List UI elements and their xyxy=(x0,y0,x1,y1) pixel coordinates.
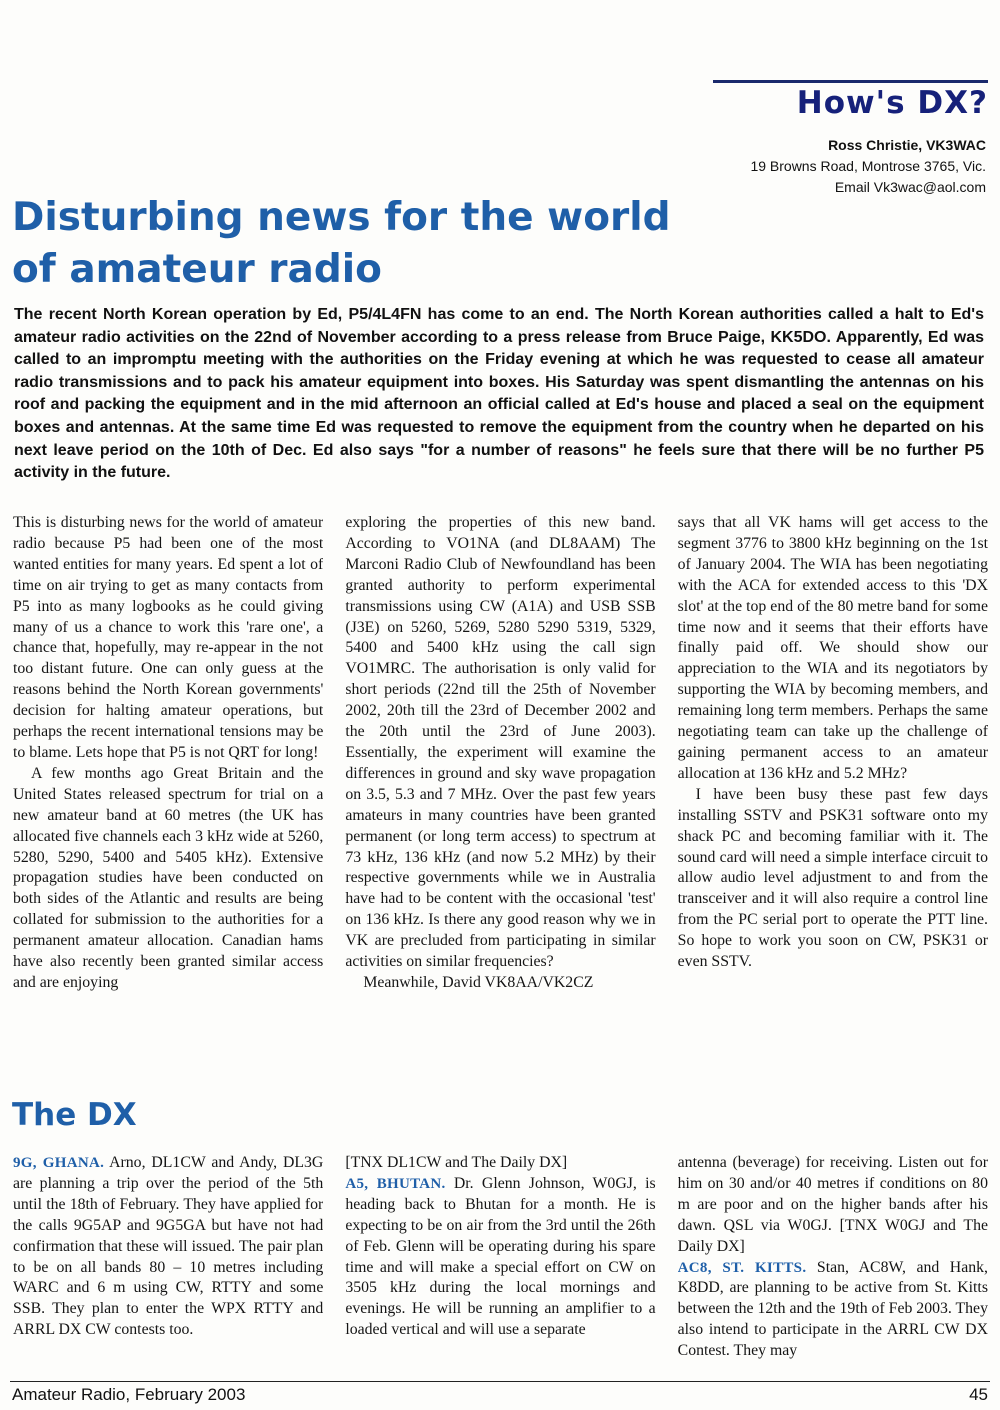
footer-publication: Amateur Radio, February 2003 xyxy=(12,1385,246,1404)
footer-page-number: 45 xyxy=(969,1385,988,1404)
dx-text-bhutan: Dr. Glenn Johnson, W0GJ, is heading back to Bhutan for a month. He is expecting to be on air from the 3rd until the 26th of Feb. Glenn will be operating during his spare time and will make a special effort on CW on 3505 kHz during the local mornings and evenings. He will be running an amplifier to a loaded vertical and will use a separate xyxy=(345,1174,656,1339)
body-paragraph: I have been busy these past few days installing SSTV and PSK31 software onto my shack PC and becoming familiar with it. The sound card will need a simple interface circuit to allow audio level adjustment to and from the transceiver and it will also require a control line from the PC serial port to operate the PTT line. So hope to work you soon on CW, PSK31 or even SSTV. xyxy=(677,785,988,971)
author-address: 19 Browns Road, Montrose 3765, Vic. xyxy=(750,158,986,174)
column-header xyxy=(713,80,988,121)
dx-label-ghana: 9G, GHANA. xyxy=(13,1155,105,1171)
dx-column-2 xyxy=(345,1153,655,1363)
dx-entry-stkitts xyxy=(678,1258,988,1363)
body-paragraph: A few months ago Great Britain and the United States released spectrum for trial on a new amateur band at 60 metres (the UK has allocated five channels each 3 kHz wide at 5260, 5280, 5290, 5400 and 5405 kHz). Extensive propagation studies have been conducted on both sides of the Atlantic and results are being collated for submission to the authorities for a permanent amateur allocation. Canadian hams have also recently been granted similar access and are enjoying xyxy=(13,764,324,991)
body-paragraph: Meanwhile, David VK8AA/VK2CZ xyxy=(363,973,594,991)
author-name: Ross Christie, VK3WAC xyxy=(828,137,986,153)
column-title: How's DX? xyxy=(796,85,988,121)
body-paragraph: says that all VK hams will get access to the segment 3776 to 3800 kHz beginning on the 1st of January 2004. The WIA has been negotiating with the ACA for extended access to this 'DX slot' at the top end of the 80 metre band for some time now and it seems that their efforts have finally paid off. We should show our appreciation to the WIA and its negotiators by supporting the WIA by becoming members, and remaining long term members. Perhaps the same negotiating team can take up the challenge of gaining permanent access to an amateur allocation at 136 kHz and 5.2 MHz? xyxy=(677,514,988,782)
article-body xyxy=(13,513,988,1080)
dx-text-stkitts: Stan, AC8W, and Hank, K8DD, are planning to be active from St. Kitts between the 12th and the 19th of Feb 2003. They also intend to participate in the ARRL CW DX Contest. They may xyxy=(677,1258,988,1360)
body-paragraph: This is disturbing news for the world of amateur radio because P5 had been one of the most wanted entities for many years. Ed spent a lot of time on air trying to get as many contacts from P5 into as many logbooks as he could giving many of us a chance to work this 'rare one', a chance that, hopefully, may re-appear in the not too distant future. One can only guess at the reasons behind the North Korean governments' decision for halting amateur operations, but perhaps the recent international tensions may be to blame. Lets hope that P5 is not QRT for long! xyxy=(13,514,324,761)
dx-section-title: The DX xyxy=(12,1097,137,1133)
dx-credit-ghana: [TNX DL1CW and The Daily DX] xyxy=(345,1154,568,1171)
dx-column-1 xyxy=(13,1153,323,1363)
dx-text-bhutan-cont: antenna (beverage) for receiving. Listen out for him on 30 and/or 40 metres if conditions on 80 m are poor and on the higher bands after his dawn. QSL via W0GJ. [TNX W0GJ and The Daily DX] xyxy=(677,1154,988,1255)
dx-label-bhutan: A5, BHUTAN. xyxy=(345,1175,446,1192)
dx-label-stkitts: AC8, ST. KITTS. xyxy=(677,1259,807,1276)
dx-entry-ghana xyxy=(13,1153,323,1341)
body-column-1 xyxy=(13,513,323,1080)
author-email: Email Vk3wac@aol.com xyxy=(834,179,986,195)
footer-rule xyxy=(10,1381,990,1382)
body-paragraph: exploring the properties of this new band. According to VO1NA (and DL8AAM) The Marconi Radio Club of Newfoundland has been granted authority to perform experimental transmissions using CW (A1A) and USB SSB (J3E) on 5260, 5269, 5280 5290 5319, 5329, 5400 and 5400 kHz using the call sign VO1MRC. The authorisation is only valid for short periods (22nd till the 25th of November 2002, 20th till the 23rd of December 2002 and the 20th until the 23rd of June 2003). Essentially, the experiment will examine the differences in ground and sky wave propagation on 3.5, 5.3 and 7 MHz. Over the past few years amateurs in many countries have been granted permanent (or long term access) to spectrum at 73 kHz, 136 kHz (and now 5.2 MHz) by their respective governments while we in Australia have had to be content with the occasional 'test' on 136 kHz. Is there any good reason why we in VK are precluded from participating in similar activities on similar frequencies? xyxy=(345,514,656,971)
article-lead: The recent North Korean operation by Ed, P5/4L4FN has come to an end. The North Korean authorities called a halt to Ed's amateur radio activities on the 22nd of November according to a press release from Bruce Paige, KK5DO. Apparently, Ed was called to an impromptu meeting with the authorities on the Friday evening at which he was requested to cease all amateur radio transmissions and to pack his amateur equipment into boxes. His Saturday was spent dismantling the antennas on his roof and packing the equipment and in the mid afternoon an official called at Ed's house and placed a seal on the equipment boxes and antennas. At the same time Ed was requested to remove the equipment from the country when he departed on his next leave period on the 10th of Dec. Ed also says "for a number of reasons" he feels sure that there will be no further P5 activity in the future. xyxy=(14,306,984,482)
dx-column-3 xyxy=(678,1153,988,1363)
article-headline: Disturbing news for the world of amateur radio xyxy=(12,195,671,292)
author-block xyxy=(750,135,986,198)
body-column-3 xyxy=(678,513,988,1080)
dx-section-body xyxy=(13,1153,988,1363)
dx-text-ghana: Arno, DL1CW and Andy, DL3G are planning a trip over the period of the 5th until the 18th of February. They have applied for the calls 9G5AP and 9G5GA but have not had confirmation that these will issued. The pair plan to be on all bands 80 – 10 metres including WARC and 6 m using CW, RTTY and some SSB. They plan to enter the WPX RTTY and ARRL DX CW contests too. xyxy=(13,1154,324,1339)
body-column-2 xyxy=(345,513,655,1080)
dx-entry-bhutan xyxy=(345,1174,655,1341)
